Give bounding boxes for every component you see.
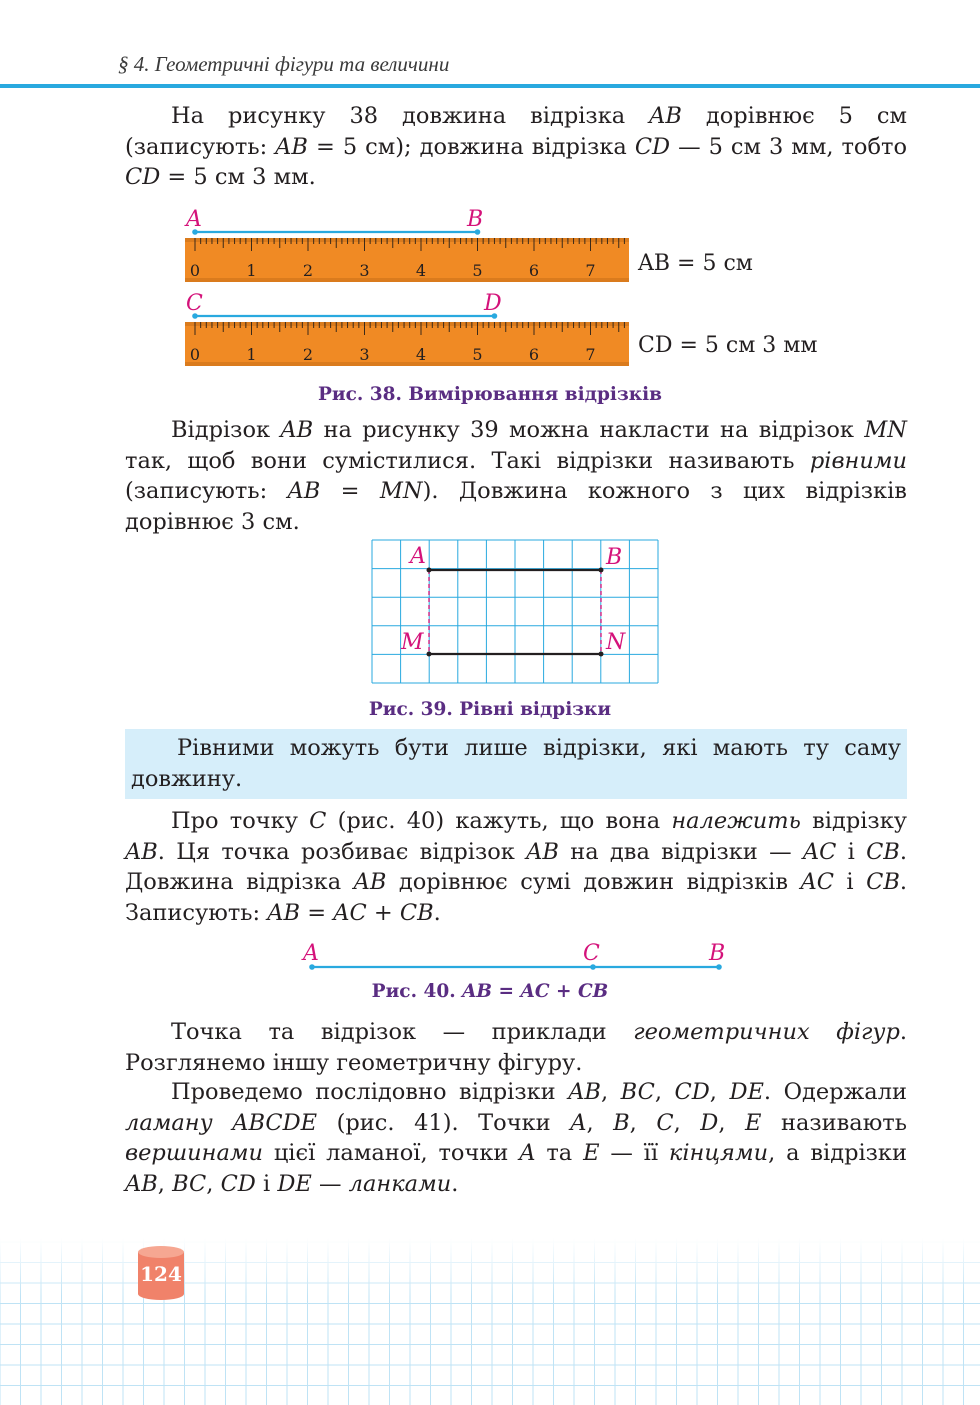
page-number: 124 bbox=[140, 1262, 182, 1286]
ruler-number: 1 bbox=[246, 261, 257, 280]
label-b: B bbox=[606, 545, 623, 570]
paragraph-intro: На рисунку 38 довжина відрізка AB дорівнює 5 см (записують: AB = 5 см); довжина відрізка CD — 5 см 3 мм, тобто CD = 5 см 3 мм. bbox=[125, 103, 907, 190]
paragraph-point-on-segment: Про точку C (рис. 40) кажуть, що вона належить відрізку AB. Ця точка розбиває відрізок AB на два відрізки — AC і CB. Довжина відрізка AB дорівнює сумі довжин відрізків AC і CB. Записують: AB = AC + CB. bbox=[125, 808, 908, 926]
figure-40-segment bbox=[290, 938, 740, 978]
label-a: A bbox=[303, 941, 319, 966]
label-m: M bbox=[401, 630, 424, 655]
ruler-number: 6 bbox=[528, 261, 540, 280]
point-n bbox=[599, 652, 604, 657]
ruler-number: 4 bbox=[415, 261, 427, 280]
point-m bbox=[427, 652, 432, 657]
ruler-bottom-caption: CD = 5 см 3 мм bbox=[638, 333, 818, 358]
ruler-number: 2 bbox=[302, 261, 314, 280]
figure-39-grid bbox=[370, 538, 662, 686]
point-a bbox=[427, 568, 432, 573]
ruler-number: 5 bbox=[472, 345, 483, 364]
ruler-top-caption: AB = 5 см bbox=[638, 251, 753, 276]
label-c: C bbox=[583, 941, 600, 966]
header-rule bbox=[0, 84, 980, 88]
ruler-number: 2 bbox=[302, 345, 314, 364]
ruler-number: 4 bbox=[415, 345, 427, 364]
point-label-b: B bbox=[467, 207, 484, 232]
ruler-number: 0 bbox=[189, 345, 201, 364]
point-label-c: C bbox=[186, 291, 203, 316]
paragraph-polyline: Проведемо послідовно відрізки AB, BC, CD, DE. Одержали ламану ABCDE (рис. 41). Точки A, B, C, D, E називають вершинами цієї ламаної, точки A та E — її кінцями, а відрізки AB, BC, CD і DE — ланками. bbox=[125, 1079, 908, 1197]
ruler-number: 7 bbox=[585, 261, 596, 280]
ruler-number: 0 bbox=[189, 261, 201, 280]
ruler-number: 3 bbox=[359, 261, 370, 280]
ruler-number: 5 bbox=[472, 261, 483, 280]
figure-38-rulers bbox=[0, 200, 980, 375]
point-b bbox=[599, 568, 604, 573]
rule-note-box bbox=[125, 729, 907, 799]
ruler-number: 7 bbox=[585, 345, 596, 364]
page-header bbox=[0, 0, 980, 90]
ruler-number: 1 bbox=[246, 345, 257, 364]
label-a: A bbox=[410, 544, 426, 569]
figure-40-caption: Рис. 40. AB = AC + CB bbox=[371, 981, 609, 1002]
section-title: § 4. Геометричні фігури та величини bbox=[118, 52, 450, 76]
figure-38-caption: Рис. 38. Вимірювання відрізків bbox=[317, 384, 663, 405]
point-label-d: D bbox=[484, 291, 502, 316]
figure-39-caption: Рис. 39. Рівні відрізки bbox=[368, 699, 612, 720]
label-n: N bbox=[606, 630, 626, 655]
ruler-number: 3 bbox=[359, 345, 370, 364]
ruler-bottom bbox=[185, 313, 629, 366]
paragraph-equal-segments: Відрізок AB на рисунку 39 можна накласти на відрізок MN так, щоб вони сумістилися. Такі відрізки називають рівними (записують: AB = MN). Довжина кожного з цих відрізків дорівнює 3 см. bbox=[125, 417, 907, 535]
rule-note-text: Рівними можуть бути лише відрізки, які мають ту саму довжину. bbox=[131, 735, 901, 792]
point-label-a: A bbox=[186, 207, 202, 232]
ruler-top bbox=[185, 229, 629, 282]
label-b: B bbox=[709, 941, 726, 966]
ruler-number: 6 bbox=[528, 345, 540, 364]
paragraph-geometric-figures: Точка та відрізок — приклади геометричних фігур. Розглянемо іншу геометричну фігуру. bbox=[125, 1019, 908, 1076]
